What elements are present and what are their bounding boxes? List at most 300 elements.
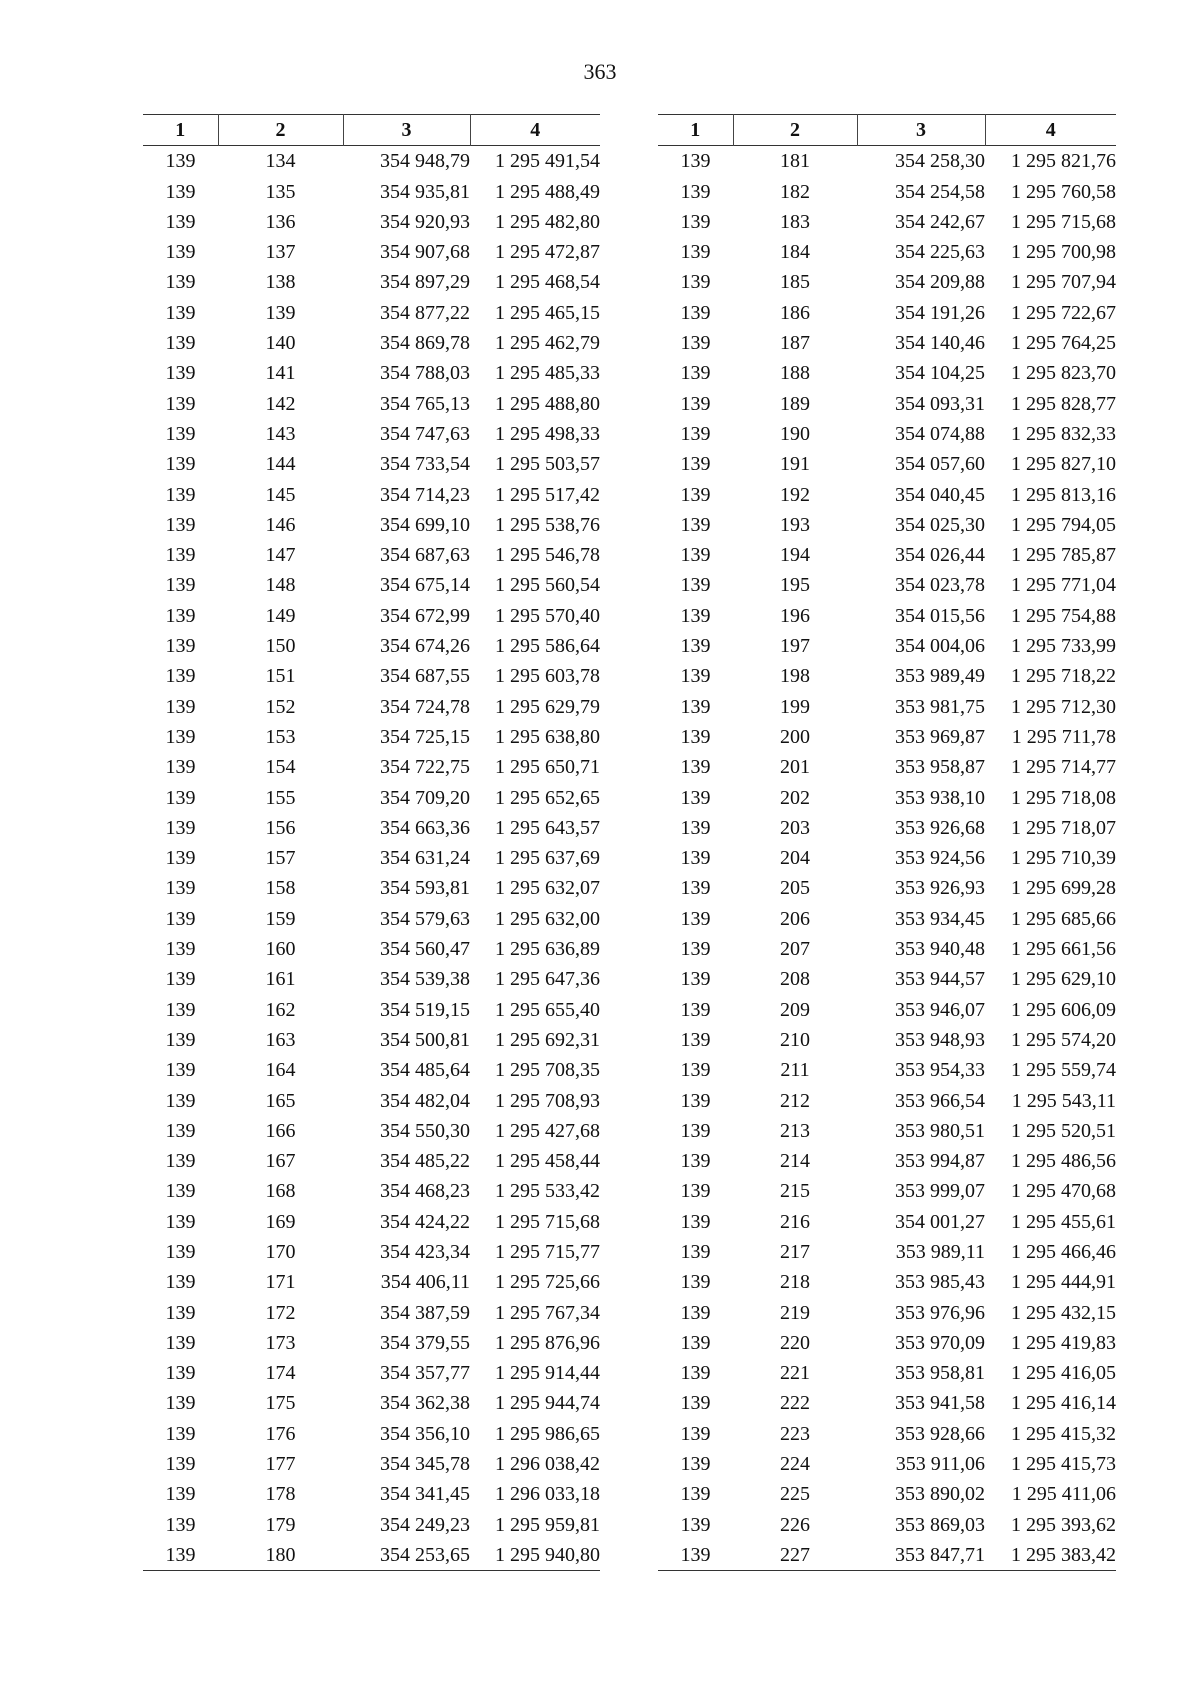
cell-column-1: 139	[165, 1089, 196, 1112]
table-row	[658, 1237, 1116, 1267]
table-row	[658, 1510, 1116, 1540]
cell-column-4: 1 295 707,94	[1011, 271, 1116, 294]
table-row	[143, 631, 600, 661]
cell-column-1: 139	[680, 392, 711, 415]
cell-column-3: 354 140,46	[895, 332, 985, 355]
cell-column-3: 354 485,22	[380, 1150, 470, 1173]
cell-column-1: 139	[165, 635, 196, 658]
cell-column-2: 159	[265, 907, 296, 930]
cell-column-4: 1 295 603,78	[495, 665, 600, 688]
cell-column-4: 1 295 914,44	[495, 1362, 600, 1385]
cell-column-1: 139	[165, 786, 196, 809]
cell-column-3: 353 989,49	[895, 665, 985, 688]
cell-column-3: 354 209,88	[895, 271, 985, 294]
cell-column-4: 1 295 715,77	[495, 1240, 600, 1263]
cell-column-1: 139	[165, 1240, 196, 1263]
table-row	[658, 1540, 1116, 1571]
table-row	[143, 1146, 600, 1176]
cell-column-4: 1 295 503,57	[495, 453, 600, 476]
cell-column-4: 1 295 472,87	[495, 241, 600, 264]
table-row	[658, 1358, 1116, 1388]
table-body-left	[143, 146, 600, 1571]
cell-column-3: 353 999,07	[895, 1180, 985, 1203]
table-row	[143, 692, 600, 722]
cell-column-2: 197	[780, 635, 810, 658]
cell-column-4: 1 295 470,68	[1011, 1180, 1116, 1203]
cell-column-3: 353 969,87	[895, 725, 985, 748]
table-row	[658, 1116, 1116, 1146]
cell-column-2: 195	[780, 574, 810, 597]
table-row	[143, 177, 600, 207]
cell-column-4: 1 295 629,10	[1011, 968, 1116, 991]
cell-column-4: 1 295 794,05	[1011, 513, 1116, 536]
cell-column-1: 139	[165, 422, 196, 445]
cell-column-4: 1 295 533,42	[495, 1180, 600, 1203]
cell-column-3: 354 709,20	[380, 786, 470, 809]
cell-column-1: 139	[165, 180, 196, 203]
cell-column-4: 1 296 033,18	[495, 1483, 600, 1506]
cell-column-2: 217	[780, 1240, 810, 1263]
cell-column-2: 147	[265, 544, 296, 567]
cell-column-1: 139	[680, 210, 711, 233]
cell-column-3: 353 869,03	[895, 1513, 985, 1536]
table-row	[658, 389, 1116, 419]
table-row	[658, 328, 1116, 358]
cell-column-4: 1 295 710,39	[1011, 847, 1116, 870]
cell-column-4: 1 295 488,80	[495, 392, 600, 415]
cell-column-2: 161	[265, 968, 296, 991]
cell-column-2: 153	[265, 725, 296, 748]
cell-column-1: 139	[165, 1180, 196, 1203]
cell-column-1: 139	[165, 1028, 196, 1051]
cell-column-2: 166	[265, 1119, 296, 1142]
cell-column-4: 1 295 959,81	[495, 1513, 600, 1536]
column-header-1: 1	[175, 119, 186, 141]
cell-column-1: 139	[165, 150, 196, 173]
cell-column-4: 1 295 458,44	[495, 1150, 600, 1173]
table-row	[143, 480, 600, 510]
cell-column-2: 160	[265, 938, 296, 961]
table-row	[658, 601, 1116, 631]
cell-column-4: 1 295 415,32	[1011, 1422, 1116, 1445]
cell-column-1: 139	[165, 453, 196, 476]
table-row	[143, 146, 600, 177]
cell-column-2: 181	[780, 150, 810, 173]
cell-column-3: 354 869,78	[380, 332, 470, 355]
cell-column-1: 139	[165, 998, 196, 1021]
table-row	[143, 237, 600, 267]
cell-column-2: 187	[780, 332, 810, 355]
cell-column-1: 139	[680, 1483, 711, 1506]
cell-column-2: 223	[780, 1422, 810, 1445]
cell-column-4: 1 295 764,25	[1011, 332, 1116, 355]
cell-column-2: 134	[265, 150, 296, 173]
cell-column-4: 1 295 712,30	[1011, 695, 1116, 718]
header-row	[658, 115, 1116, 146]
cell-column-4: 1 295 559,74	[1011, 1059, 1116, 1082]
cell-column-4: 1 296 038,42	[495, 1453, 600, 1476]
cell-column-4: 1 295 432,15	[1011, 1301, 1116, 1324]
cell-column-2: 176	[265, 1422, 296, 1445]
cell-column-3: 354 424,22	[380, 1210, 470, 1233]
header-row	[143, 115, 600, 146]
cell-column-4: 1 295 491,54	[495, 150, 600, 173]
table-row	[658, 146, 1116, 177]
table-row	[143, 540, 600, 570]
cell-column-3: 353 981,75	[895, 695, 985, 718]
cell-column-2: 179	[265, 1513, 296, 1536]
table-row	[143, 328, 600, 358]
cell-column-3: 353 985,43	[895, 1271, 985, 1294]
cell-column-2: 184	[780, 241, 810, 264]
cell-column-2: 178	[265, 1483, 296, 1506]
cell-column-2: 146	[265, 513, 296, 536]
cell-column-2: 168	[265, 1180, 296, 1203]
column-header-3: 3	[343, 115, 470, 146]
cell-column-3: 354 500,81	[380, 1028, 470, 1051]
cell-column-4: 1 295 722,67	[1011, 301, 1116, 324]
cell-column-3: 354 687,55	[380, 665, 470, 688]
table-row	[143, 601, 600, 631]
table-row	[658, 1419, 1116, 1449]
table-row	[143, 1207, 600, 1237]
cell-column-1: 139	[165, 907, 196, 930]
cell-column-3: 353 980,51	[895, 1119, 985, 1142]
cell-column-4: 1 295 760,58	[1011, 180, 1116, 203]
table-header	[143, 115, 600, 146]
cell-column-3: 354 788,03	[380, 362, 470, 385]
cell-column-2: 139	[265, 301, 296, 324]
cell-column-1: 139	[165, 1483, 196, 1506]
table-row	[658, 1086, 1116, 1116]
cell-column-2: 174	[265, 1362, 296, 1385]
cell-column-3: 354 765,13	[380, 392, 470, 415]
cell-column-2: 202	[780, 786, 810, 809]
cell-column-4: 1 295 636,89	[495, 938, 600, 961]
cell-column-4: 1 295 455,61	[1011, 1210, 1116, 1233]
cell-column-4: 1 295 482,80	[495, 210, 600, 233]
table-row	[658, 480, 1116, 510]
cell-column-2: 211	[780, 1059, 810, 1082]
cell-column-4: 1 295 708,35	[495, 1059, 600, 1082]
cell-column-1: 139	[165, 938, 196, 961]
cell-column-1: 139	[165, 483, 196, 506]
table-row	[658, 1298, 1116, 1328]
cell-column-2: 210	[780, 1028, 810, 1051]
table-row	[658, 1388, 1116, 1418]
cell-column-1: 139	[165, 1513, 196, 1536]
cell-column-4: 1 295 560,54	[495, 574, 600, 597]
cell-column-4: 1 295 632,00	[495, 907, 600, 930]
column-header-4: 4	[470, 115, 600, 146]
cell-column-1: 139	[165, 332, 196, 355]
cell-column-4: 1 295 466,46	[1011, 1240, 1116, 1263]
table-row	[143, 389, 600, 419]
cell-column-4: 1 295 725,66	[495, 1271, 600, 1294]
cell-column-4: 1 295 718,07	[1011, 816, 1116, 839]
cell-column-3: 354 379,55	[380, 1331, 470, 1354]
cell-column-4: 1 295 416,14	[1011, 1392, 1116, 1415]
cell-column-1: 139	[680, 1422, 711, 1445]
cell-column-4: 1 295 700,98	[1011, 241, 1116, 264]
cell-column-4: 1 295 570,40	[495, 604, 600, 627]
cell-column-3: 354 733,54	[380, 453, 470, 476]
cell-column-4: 1 295 652,65	[495, 786, 600, 809]
table-row	[143, 1298, 600, 1328]
cell-column-1: 139	[143, 1540, 218, 1571]
cell-column-4: 1 295 986,65	[495, 1422, 600, 1445]
cell-column-1: 139	[165, 816, 196, 839]
table-row	[658, 934, 1116, 964]
table-row	[143, 873, 600, 903]
cell-column-2: 204	[780, 847, 810, 870]
table-row	[143, 1116, 600, 1146]
table-row	[143, 298, 600, 328]
cell-column-4: 1 295 462,79	[495, 332, 600, 355]
cell-column-2: 167	[265, 1150, 296, 1173]
cell-column-1: 139	[165, 1422, 196, 1445]
cell-column-2: 165	[265, 1089, 296, 1112]
table-row	[658, 1055, 1116, 1085]
cell-column-1: 139	[680, 453, 711, 476]
cell-column-2: 137	[265, 241, 296, 264]
cell-column-4: 1 295 488,49	[495, 180, 600, 203]
cell-column-3: 354 357,77	[380, 1362, 470, 1385]
cell-column-2: 209	[780, 998, 810, 1021]
cell-column-4: 1 295 771,04	[1011, 574, 1116, 597]
cell-column-4: 1 295 468,54	[495, 271, 600, 294]
table-row	[658, 873, 1116, 903]
cell-column-3: 354 560,47	[380, 938, 470, 961]
cell-column-3: 354 897,29	[380, 271, 470, 294]
cell-column-2: 198	[780, 665, 810, 688]
cell-column-4: 1 295 415,73	[1011, 1453, 1116, 1476]
cell-column-1: 139	[680, 1059, 711, 1082]
cell-column-3: 353 928,66	[895, 1422, 985, 1445]
cell-column-2: 216	[780, 1210, 810, 1233]
cell-column-1: 139	[165, 847, 196, 870]
cell-column-2: 186	[780, 301, 810, 324]
cell-column-2: 182	[780, 180, 810, 203]
coordinates-table-left	[143, 114, 600, 1571]
cell-column-4: 1 295 538,76	[495, 513, 600, 536]
cell-column-2: 192	[780, 483, 810, 506]
table-row	[143, 570, 600, 600]
cell-column-3: 354 539,38	[380, 968, 470, 991]
table-row	[658, 449, 1116, 479]
cell-column-2: 169	[265, 1210, 296, 1233]
cell-column-3: 354 423,34	[380, 1240, 470, 1263]
cell-column-2: 152	[265, 695, 296, 718]
cell-column-4: 1 295 427,68	[495, 1119, 600, 1142]
table-row	[658, 631, 1116, 661]
cell-column-3: 354 191,26	[895, 301, 985, 324]
cell-column-1: 139	[165, 241, 196, 264]
cell-column-2: 214	[780, 1150, 810, 1173]
table-row	[143, 1419, 600, 1449]
cell-column-1: 139	[165, 1059, 196, 1082]
cell-column-2: 163	[265, 1028, 296, 1051]
cell-column-4: 1 295 715,68	[1011, 210, 1116, 233]
cell-column-2: 173	[265, 1331, 296, 1354]
cell-column-2: 171	[265, 1271, 296, 1294]
cell-column-4: 1 295 827,10	[1011, 453, 1116, 476]
cell-column-4: 1 295 692,31	[495, 1028, 600, 1051]
table-row	[658, 207, 1116, 237]
cell-column-4: 1 295 823,70	[1011, 362, 1116, 385]
cell-column-1: 139	[165, 513, 196, 536]
cell-column-3: 354 519,15	[380, 998, 470, 1021]
cell-column-1: 139	[165, 1119, 196, 1142]
table-row	[658, 995, 1116, 1025]
table-row	[143, 995, 600, 1025]
cell-column-2: 218	[780, 1271, 810, 1294]
table-row	[143, 843, 600, 873]
cell-column-4: 1 295 828,77	[1011, 392, 1116, 415]
cell-column-4: 1 295 754,88	[1011, 604, 1116, 627]
cell-column-1: 139	[680, 968, 711, 991]
table-row	[658, 1449, 1116, 1479]
cell-column-2: 200	[780, 725, 810, 748]
cell-column-1: 139	[165, 392, 196, 415]
cell-column-2: 155	[265, 786, 296, 809]
cell-column-3: 353 958,87	[895, 756, 985, 779]
cell-column-1: 139	[165, 604, 196, 627]
cell-column-4: 1 295 393,62	[1011, 1513, 1116, 1536]
cell-column-3: 353 958,81	[895, 1362, 985, 1385]
cell-column-3: 354 663,36	[380, 816, 470, 839]
cell-column-3: 354 254,58	[895, 180, 985, 203]
table-header	[658, 115, 1116, 146]
cell-column-1: 139	[680, 362, 711, 385]
cell-column-1: 139	[680, 332, 711, 355]
cell-column-3: 353 944,57	[895, 968, 985, 991]
cell-column-2: 180	[218, 1540, 343, 1571]
table-row	[143, 510, 600, 540]
cell-column-3: 354 550,30	[380, 1119, 470, 1142]
cell-column-4: 1 295 606,09	[1011, 998, 1116, 1021]
cell-column-3: 354 242,67	[895, 210, 985, 233]
cell-column-3: 353 890,02	[895, 1483, 985, 1506]
column-header-2: 2	[218, 115, 343, 146]
cell-column-2: 201	[780, 756, 810, 779]
table-row	[143, 783, 600, 813]
cell-column-4: 1 295 637,69	[495, 847, 600, 870]
cell-column-3: 354 074,88	[895, 422, 985, 445]
cell-column-3: 354 104,25	[895, 362, 985, 385]
cell-column-1: 139	[680, 816, 711, 839]
cell-column-3: 354 674,26	[380, 635, 470, 658]
cell-column-1: 139	[680, 725, 711, 748]
cell-column-1: 139	[680, 786, 711, 809]
cell-column-4: 1 295 699,28	[1011, 877, 1116, 900]
cell-column-4: 1 295 411,06	[1011, 1483, 1116, 1506]
cell-column-3: 353 948,93	[895, 1028, 985, 1051]
cell-column-4: 1 295 465,15	[495, 301, 600, 324]
cell-column-1: 139	[680, 1119, 711, 1142]
cell-column-1: 139	[680, 877, 711, 900]
cell-column-3: 354 724,78	[380, 695, 470, 718]
cell-column-1: 139	[165, 665, 196, 688]
cell-column-4: 1 295 708,93	[495, 1089, 600, 1112]
cell-column-3: 353 989,11	[895, 1240, 985, 1263]
cell-column-2: 151	[265, 665, 296, 688]
cell-column-2: 221	[780, 1362, 810, 1385]
column-header-1: 1	[690, 119, 701, 141]
cell-column-2: 185	[780, 271, 810, 294]
table-row	[658, 964, 1116, 994]
cell-column-3: 354 258,30	[895, 150, 985, 173]
table-row	[658, 177, 1116, 207]
cell-column-2: 145	[265, 483, 296, 506]
cell-column-1: 139	[165, 725, 196, 748]
cell-column-2: 144	[265, 453, 296, 476]
table-row	[658, 722, 1116, 752]
cell-column-3: 354 699,10	[380, 513, 470, 536]
cell-column-4: 1 295 661,56	[1011, 938, 1116, 961]
cell-column-3: 354 482,04	[380, 1089, 470, 1112]
cell-column-3: 354 026,44	[895, 544, 985, 567]
cell-column-3: 354 225,63	[895, 241, 985, 264]
cell-column-4: 1 295 586,64	[495, 635, 600, 658]
cell-column-3: 354 023,78	[895, 574, 985, 597]
cell-column-2: 208	[780, 968, 810, 991]
cell-column-2: 158	[265, 877, 296, 900]
cell-column-4: 1 295 715,68	[495, 1210, 600, 1233]
cell-column-4: 1 295 543,11	[1011, 1089, 1116, 1112]
cell-column-1: 139	[680, 574, 711, 597]
cell-column-1: 139	[165, 1392, 196, 1415]
cell-column-4: 1 295 485,33	[495, 362, 600, 385]
table-row	[143, 449, 600, 479]
cell-column-2: 226	[780, 1513, 810, 1536]
table-row	[143, 207, 600, 237]
cell-column-1: 139	[680, 998, 711, 1021]
cell-column-3: 354 025,30	[895, 513, 985, 536]
cell-column-1: 139	[165, 574, 196, 597]
cell-column-4: 1 295 383,42	[985, 1540, 1116, 1571]
cell-column-1: 139	[165, 877, 196, 900]
cell-column-1: 139	[680, 1362, 711, 1385]
column-header-2: 2	[733, 115, 857, 146]
cell-column-2: 213	[780, 1119, 810, 1142]
cell-column-3: 353 954,33	[895, 1059, 985, 1082]
table-row	[143, 1176, 600, 1206]
cell-column-2: 191	[780, 453, 810, 476]
cell-column-2: 136	[265, 210, 296, 233]
table-row	[143, 1358, 600, 1388]
cell-column-3: 354 672,99	[380, 604, 470, 627]
cell-column-1: 139	[165, 756, 196, 779]
cell-column-4: 1 295 714,77	[1011, 756, 1116, 779]
cell-column-2: 205	[780, 877, 810, 900]
cell-column-1: 139	[680, 847, 711, 870]
cell-column-1: 139	[680, 1392, 711, 1415]
cell-column-3: 354 093,31	[895, 392, 985, 415]
coordinates-table-right	[658, 114, 1116, 1571]
cell-column-3: 354 935,81	[380, 180, 470, 203]
table-row	[658, 1328, 1116, 1358]
page-number: 363	[583, 59, 617, 84]
cell-column-1: 139	[165, 695, 196, 718]
cell-column-2: 220	[780, 1331, 810, 1354]
cell-column-1: 139	[165, 1271, 196, 1294]
cell-column-3: 354 687,63	[380, 544, 470, 567]
cell-column-1: 139	[680, 150, 711, 173]
cell-column-4: 1 295 940,80	[470, 1540, 600, 1571]
table-row	[143, 1328, 600, 1358]
cell-column-3: 353 970,09	[895, 1331, 985, 1354]
